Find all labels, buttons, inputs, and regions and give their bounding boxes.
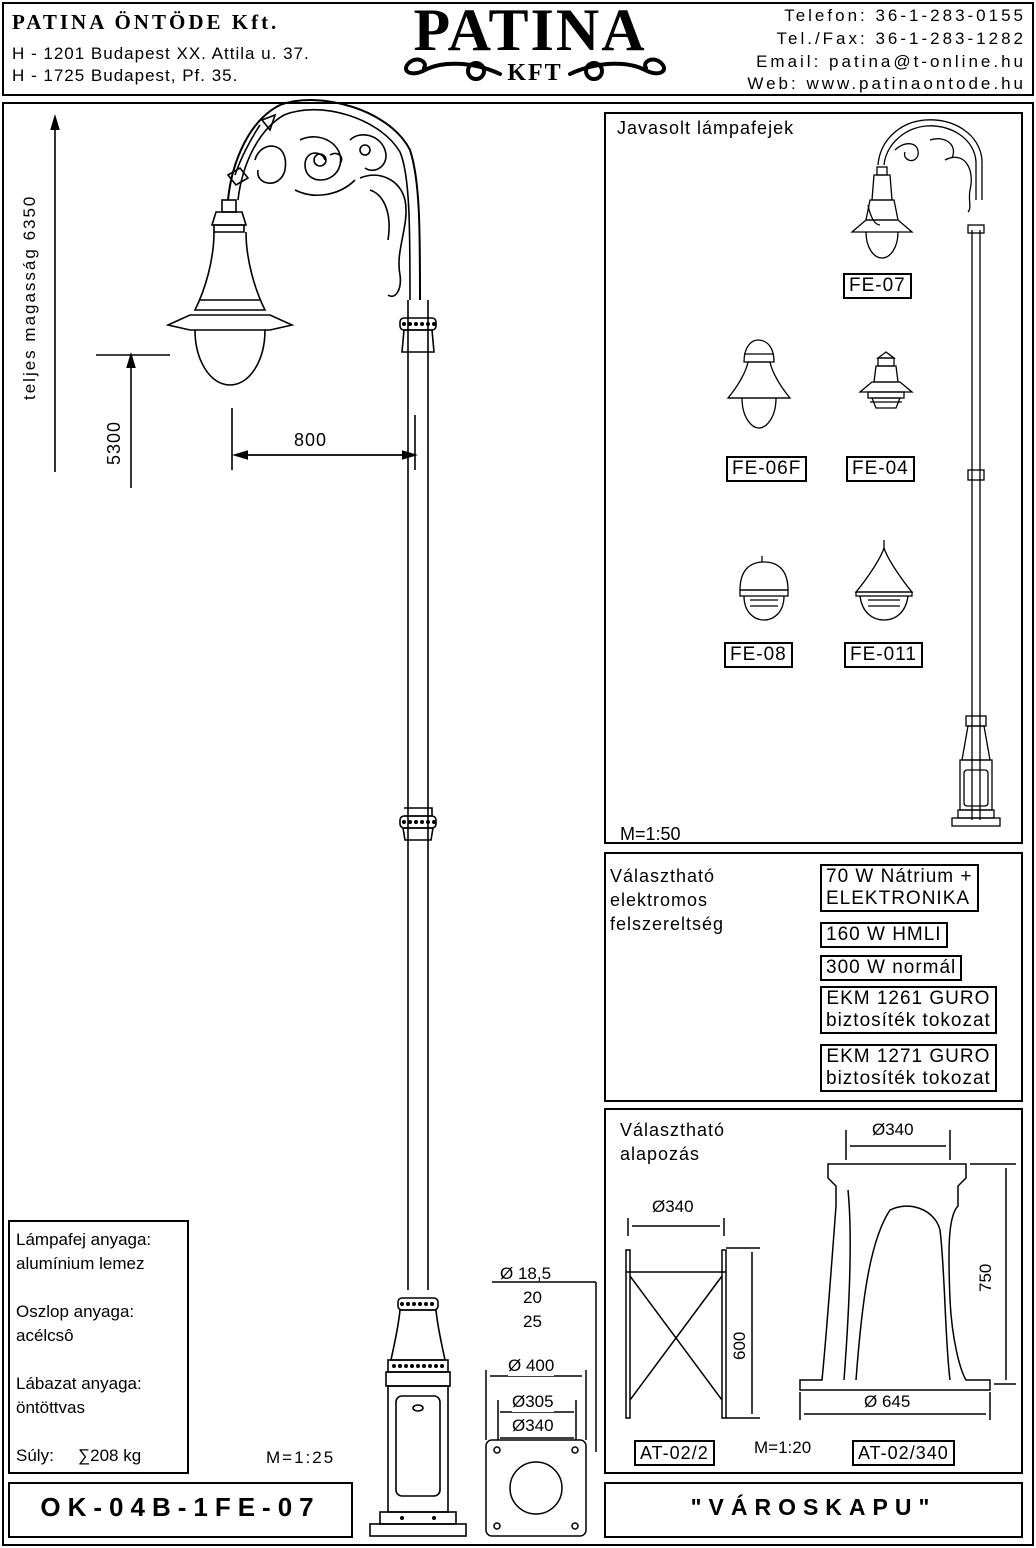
pedestal-base-diameter: Ø 645 [864,1392,911,1411]
weight-value: ∑208 kg [78,1446,142,1465]
option-ekm-1271[interactable] [820,1044,997,1092]
email: Email: patina@t-online.hu [756,52,1026,71]
option-ekm-1261[interactable] [820,986,997,1034]
option-ekm-1261-line-2: biztosíték tokozat [826,1010,991,1031]
lamp-head-fe011[interactable]: FE-011 [844,642,923,668]
option-70w-sodium[interactable] [820,864,979,912]
foundation-at-02-340[interactable]: AT-02/340 [852,1440,955,1466]
pole-material-value: acélcsô [16,1326,74,1345]
option-160w-hmli[interactable]: 160 W HMLI [820,922,948,948]
option-ekm-1261-line-1: EKM 1261 GURO [826,988,991,1009]
option-ekm-1271-line-2: biztosíték tokozat [826,1068,991,1089]
arm-800-label: 800 [294,430,328,450]
lamp-material-value: alumínium lemez [16,1254,145,1273]
lamp-head-fe06f[interactable]: FE-06F [726,456,807,482]
plate-hole-d1: Ø 18,5 [500,1264,552,1283]
foundation-title-2: alapozás [620,1144,701,1164]
fax: Tel./Fax: 36-1-283-1282 [776,29,1026,48]
total-height-label: teljes magasság 6350 [20,194,39,400]
address-line-1: H - 1201 Budapest XX. Attila u. 37. [12,44,310,63]
base-material-value: öntöttvas [16,1398,85,1417]
option-300w-normal[interactable]: 300 W normál [820,955,962,981]
lamp-heads-scale: M=1:50 [620,824,681,844]
option-70w-line-2: ELEKTRONIKA [826,888,971,909]
electrical-title-3: felszereltség [610,914,725,934]
lamp-head-fe07[interactable]: FE-07 [843,273,912,299]
plate-width-305: Ø305 [512,1392,554,1411]
phone: Telefon: 36-1-283-0155 [784,6,1026,25]
main-scale: M=1:25 [266,1448,336,1467]
pedestal-height: 750 [976,1263,995,1292]
foundation-at-02-2[interactable]: AT-02/2 [634,1440,715,1466]
lamp-heads-title: Javasolt lámpafejek [617,118,795,138]
website: Web: www.patinaontode.hu [747,74,1026,93]
electrical-title-2: elektromos [610,890,709,910]
product-name: "VÁROSKAPU" [690,1494,937,1520]
pole-material-label: Oszlop anyaga: [16,1302,135,1321]
lamp-material-label: Lámpafej anyaga: [16,1230,152,1249]
lamp-heads-panel [604,112,1023,844]
product-code: OK-04B-1FE-07 [40,1492,321,1522]
base-material-label: Lábazat anyaga: [16,1374,142,1393]
logo-title: PATINA [413,0,647,63]
logo-sub: KFT [507,60,563,86]
plate-hole-d3: 25 [523,1312,542,1331]
option-70w-line-1: 70 W Nátrium + [826,866,973,887]
height-5300-label: 5300 [104,420,124,465]
plate-width-340: Ø340 [512,1416,554,1435]
option-ekm-1271-line-1: EKM 1271 GURO [826,1046,991,1067]
plate-hole-d2: 20 [523,1288,542,1307]
electrical-title-1: Választható [610,866,716,886]
pedestal-top-diameter: Ø340 [872,1120,914,1139]
cage-height: 600 [730,1331,749,1360]
weight-label: Súly: [16,1446,54,1465]
cage-diameter: Ø340 [652,1197,694,1216]
foundation-scale: M=1:20 [754,1438,812,1457]
company-name: PATINA ÖNTÖDE Kft. [12,10,280,34]
lamp-head-fe04[interactable]: FE-04 [846,456,915,482]
address-line-2: H - 1725 Budapest, Pf. 35. [12,66,239,85]
lamp-head-fe08[interactable]: FE-08 [724,642,793,668]
plate-width-400: Ø 400 [508,1356,555,1375]
foundation-title-1: Választható [620,1120,726,1140]
